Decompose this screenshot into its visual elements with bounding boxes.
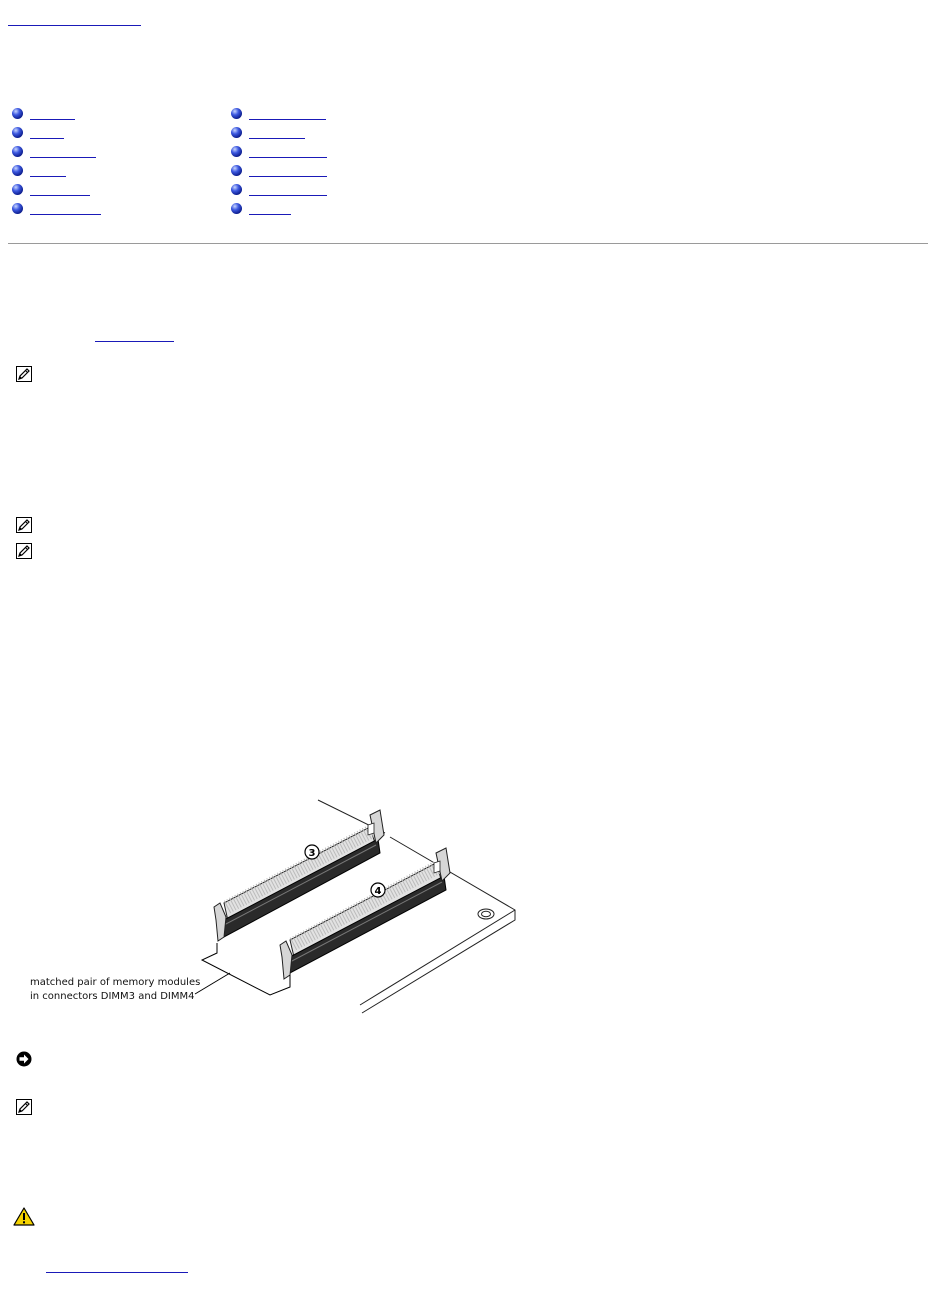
note-pencil-icon xyxy=(16,517,32,533)
caution-triangle-icon xyxy=(13,1207,35,1226)
nav-bullet-icon xyxy=(12,108,23,119)
note-pencil-icon xyxy=(16,366,32,382)
nav-bullet-icon xyxy=(12,127,23,138)
callout-3-label: 3 xyxy=(308,848,316,859)
nav-bullet-icon xyxy=(12,146,23,157)
nav-link-4[interactable] xyxy=(30,176,66,177)
nav-link-8[interactable] xyxy=(249,138,305,139)
nav-bullet-icon xyxy=(231,165,242,176)
nav-bullet-icon xyxy=(231,184,242,195)
caption-leader-line xyxy=(202,943,290,995)
nav-bullet-icon xyxy=(12,165,23,176)
callout-3 xyxy=(305,845,319,859)
nav-bullet-icon xyxy=(12,184,23,195)
nav-link-9[interactable] xyxy=(249,157,327,158)
figure-caption-line-1: matched pair of memory modules xyxy=(30,977,201,988)
callout-4-label: 4 xyxy=(374,886,382,897)
nav-link-12[interactable] xyxy=(249,214,291,215)
nav-bullet-icon xyxy=(12,203,23,214)
nav-link-1[interactable] xyxy=(30,119,75,120)
nav-bullet-icon xyxy=(231,108,242,119)
nav-bullet-icon xyxy=(231,203,242,214)
callout-4 xyxy=(371,883,385,897)
bottom-reference-link[interactable] xyxy=(46,1272,188,1273)
nav-link-7[interactable] xyxy=(249,119,326,120)
horizontal-rule xyxy=(8,243,928,244)
nav-bullet-icon xyxy=(231,127,242,138)
figure-caption-line-2: in connectors DIMM3 and DIMM4 xyxy=(30,991,195,1002)
nav-link-10[interactable] xyxy=(249,176,327,177)
nav-link-2[interactable] xyxy=(30,138,64,139)
nav-link-11[interactable] xyxy=(249,195,327,196)
nav-link-3[interactable] xyxy=(30,157,96,158)
notice-arrow-icon xyxy=(16,1051,32,1067)
back-to-contents-link[interactable] xyxy=(8,25,141,26)
inline-reference-link[interactable] xyxy=(95,341,174,342)
nav-link-5[interactable] xyxy=(30,195,90,196)
nav-link-6[interactable] xyxy=(30,214,101,215)
system-board-outline xyxy=(318,800,515,1013)
memory-modules-figure xyxy=(190,795,525,1020)
note-pencil-icon xyxy=(16,543,32,559)
note-pencil-icon xyxy=(16,1099,32,1115)
nav-bullet-icon xyxy=(231,146,242,157)
